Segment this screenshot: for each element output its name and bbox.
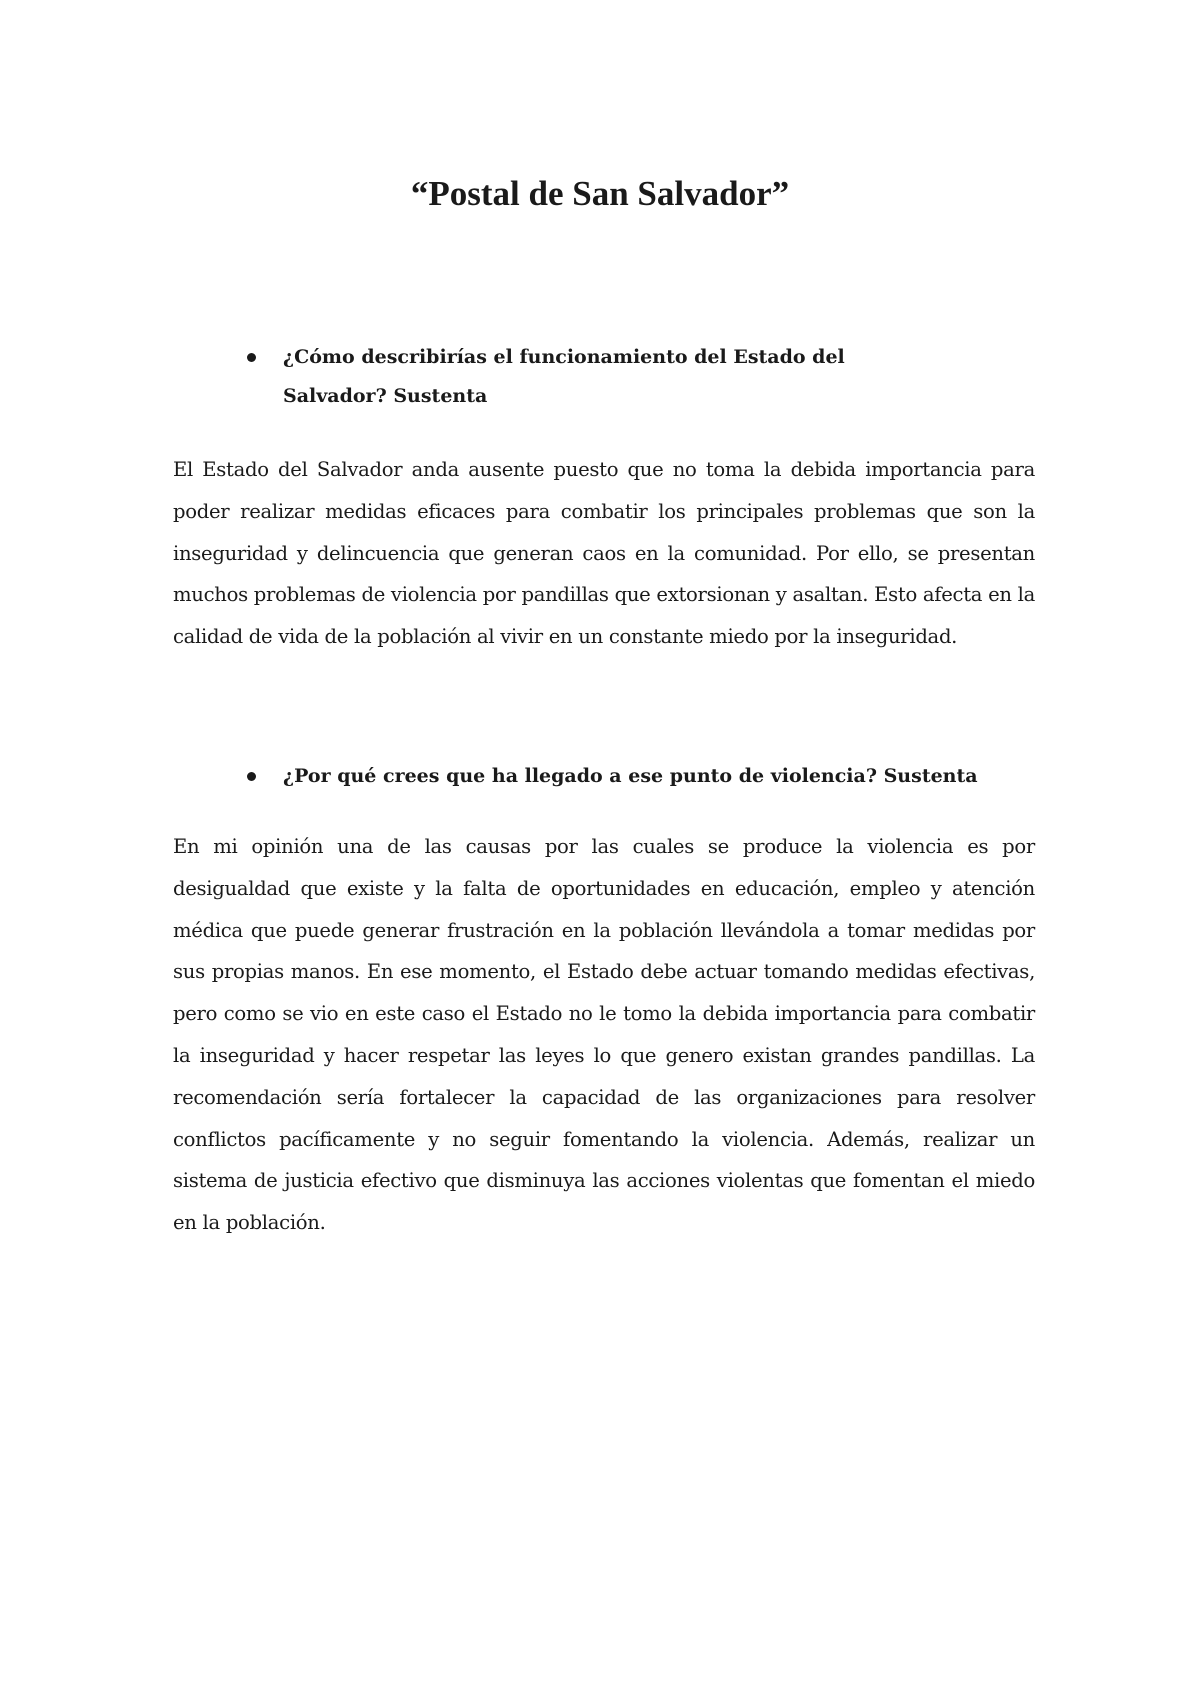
document-title: “Postal de San Salvador”	[410, 174, 790, 213]
answer-paragraph-2	[173, 826, 1035, 1244]
question-heading-1	[173, 338, 1035, 416]
question-text-2: ¿Por qué crees que ha llegado a ese punto de violencia? Sustenta	[283, 765, 978, 787]
answer-text-2: En mi opinión una de las causas por las cuales se produce la violencia es por desigualdad que existe y la falta de oportunidades en educación, empleo y atención médica que puede generar frustración en la población llevándola a tomar medidas por sus propias manos. En ese momento, el Estado debe actuar tomando medidas efectivas, pero como se vio en este caso el Estado no le tomo la debida importancia para combatir la inseguridad y hacer respetar las leyes lo que genero existan grandes pandillas. La recomendación sería fortalecer la capacidad de las organizaciones para resolver conflictos pacíficamente y no seguir fomentando la violencia. Además, realizar un sistema de justicia efectivo que disminuya las acciones violentas que fomentan el miedo en la población.	[173, 835, 1035, 1235]
question-text-1: ¿Cómo describirías el funcionamiento del Estado del Salvador? Sustenta	[283, 346, 845, 407]
question-item-2	[173, 757, 1035, 796]
question-heading-2	[173, 757, 1035, 796]
answer-text-1: El Estado del Salvador anda ausente puesto que no toma la debida importancia para poder realizar medidas eficaces para combatir los principales problemas que son la inseguridad y delincuencia que generan caos en la comunidad. Por ello, se presentan muchos problemas de violencia por pandillas que extorsionan y asaltan. Esto afecta en la calidad de vida de la población al vivir en un constante miedo por la inseguridad.	[173, 458, 1035, 649]
bullet-icon	[247, 353, 256, 362]
bullet-icon	[247, 772, 256, 781]
question-item-1	[173, 338, 1035, 416]
answer-paragraph-1	[173, 449, 1035, 658]
